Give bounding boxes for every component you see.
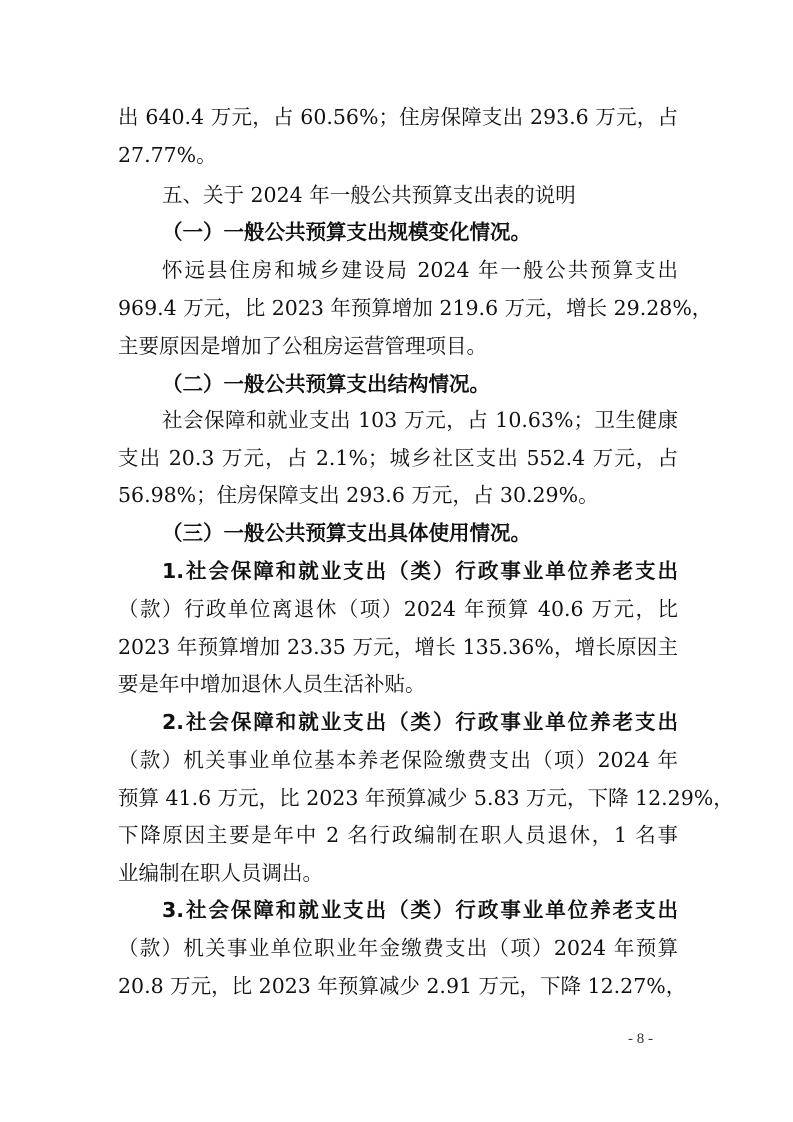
section-heading: 五、关于 2024 年一般公共预算支出表的说明: [162, 183, 576, 207]
paragraph-line-bold-lead: 3.社会保障和就业支出（类）行政事业单位养老支出: [162, 898, 678, 922]
paragraph-line: 怀远县住房和城乡建设局 2024 年一般公共预算支出: [162, 258, 678, 282]
paragraph-line: （款）行政单位离退休（项）2024 年预算 40.6 万元，比: [118, 597, 678, 621]
paragraph-line-bold-lead: 1.社会保障和就业支出（类）行政事业单位养老支出: [162, 559, 678, 583]
paragraph-line: 主要原因是增加了公租房运营管理项目。: [118, 334, 487, 358]
paragraph-line: 支出 20.3 万元，占 2.1%；城乡社区支出 552.4 万元，占: [118, 446, 678, 470]
paragraph-line: 社会保障和就业支出 103 万元，占 10.63%；卫生健康: [162, 408, 678, 432]
paragraph-line: 20.8 万元，比 2023 年预算减少 2.91 万元，下降 12.27%，: [118, 974, 687, 998]
paragraph-line: 2023 年预算增加 23.35 万元，增长 135.36%，增长原因主: [118, 635, 678, 659]
subsection-heading: （三）一般公共预算支出具体使用情况。: [162, 521, 531, 545]
paragraph-line: 出 640.4 万元，占 60.56%；住房保障支出 293.6 万元，占: [118, 105, 678, 129]
paragraph-line: 969.4 万元，比 2023 年预算增加 219.6 万元，增长 29.28%，: [118, 296, 713, 320]
paragraph-line: 27.77%。: [118, 143, 217, 167]
paragraph-line: 预算 41.6 万元，比 2023 年预算减少 5.83 万元，下降 12.29%，: [118, 786, 734, 810]
page-number: - 8 -: [628, 1031, 653, 1047]
paragraph-line: 要是年中增加退休人员生活补贴。: [118, 672, 426, 696]
paragraph-line: （款）机关事业单位基本养老保险缴费支出（项）2024 年: [118, 748, 678, 772]
paragraph-line: 下降原因主要是年中 2 名行政编制在职人员退休，1 名事: [118, 823, 678, 847]
paragraph-line: 业编制在职人员调出。: [118, 861, 323, 885]
subsection-heading: （二）一般公共预算支出结构情况。: [162, 372, 490, 396]
paragraph-line: 56.98%；住房保障支出 293.6 万元，占 30.29%。: [118, 483, 599, 507]
paragraph-line: （款）机关事业单位职业年金缴费支出（项）2024 年预算: [118, 936, 678, 960]
paragraph-line-bold-lead: 2.社会保障和就业支出（类）行政事业单位养老支出: [162, 710, 678, 734]
subsection-heading: （一）一般公共预算支出规模变化情况。: [162, 220, 531, 244]
